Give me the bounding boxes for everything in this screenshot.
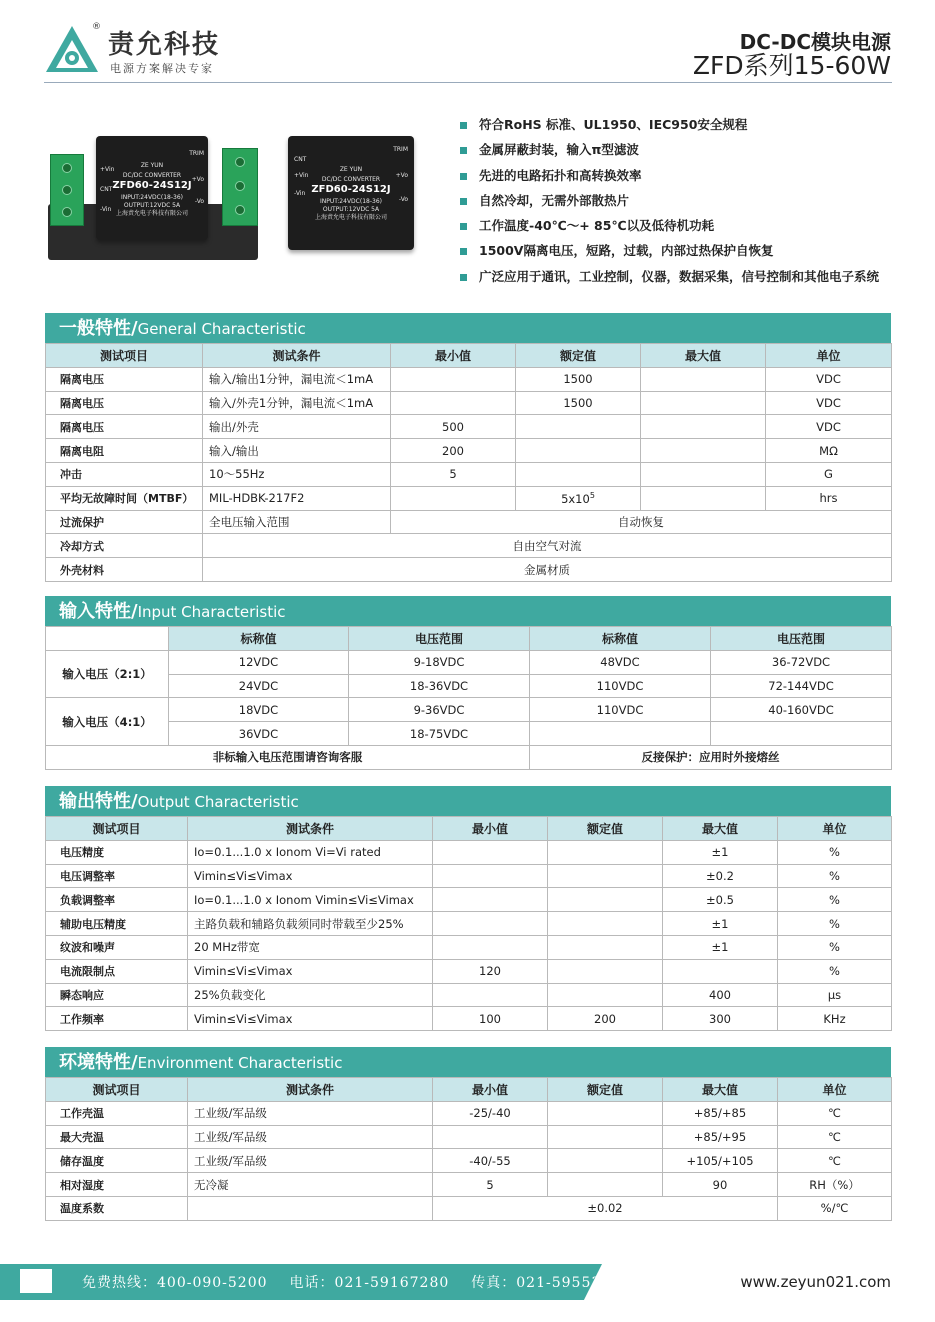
table-row: 36VDC 18-75VDC	[46, 722, 892, 746]
table-row: 输入电压（2:1） 12VDC 9-18VDC 48VDC 36-72VDC	[46, 650, 892, 674]
table-row: 辅助电压精度 主路负载和辅路负载须同时带载至少25% ±1 %	[46, 912, 892, 936]
table-row: 电流限制点 Vimin≤Vi≤Vimax 120 %	[46, 959, 892, 983]
table-row: 工作频率 Vimin≤Vi≤Vimax 100 200 300 KHz	[46, 1007, 892, 1031]
product-images	[46, 128, 436, 268]
brand-name: 责允科技	[108, 30, 221, 60]
input-table	[45, 626, 892, 770]
table-row-cooling: 冷却方式 自由空气对流	[46, 534, 892, 558]
input-section	[45, 596, 891, 770]
table-row: 隔离电压 输出/外壳 500 VDC	[46, 415, 892, 439]
output-terminal-block	[222, 148, 258, 226]
table-row: 工作壳温 工业级/军品级 -25/-40 +85/+85 ℃	[46, 1101, 892, 1125]
table-row: 电压精度 Io=0.1...1.0 x Ionom Vi=Vi rated ±1 %	[46, 840, 892, 864]
feature-list	[460, 114, 900, 291]
table-header-row: 测试项目 测试条件 最小值 额定值 最大值 单位	[46, 817, 892, 841]
table-row: 最大壳温 工业级/军品级 +85/+95 ℃	[46, 1125, 892, 1149]
table-row: 相对湿度 无冷凝 5 90 RH（%）	[46, 1173, 892, 1197]
footer-contacts	[82, 1272, 653, 1292]
footer-hotline: 免费热线：400-090-5200	[82, 1275, 268, 1291]
feature-item: 1500V隔离电压，短路，过载，内部过热保护自恢复	[460, 240, 900, 265]
product-title: DC-DC模块电源	[739, 30, 891, 54]
general-table	[45, 343, 892, 582]
footer-box	[20, 1269, 52, 1293]
output-table	[45, 816, 892, 1031]
table-row: 隔离电压 输入/外壳1分钟，漏电流＜1mA 1500 VDC	[46, 391, 892, 415]
product-series: ZFD系列15-60W	[692, 51, 891, 80]
table-header-row: 测试项目 测试条件 最小值 额定值 最大值 单位	[46, 344, 892, 368]
registered-mark: ®	[92, 22, 101, 32]
table-row: 纹波和噪声 20 MHz带宽 ±1 %	[46, 935, 892, 959]
output-section	[45, 786, 891, 1031]
table-row: 储存温度 工业级/军品级 -40/-55 +105/+105 ℃	[46, 1149, 892, 1173]
table-row-notes: 非标输入电压范围请咨询客服 反接保护：应用时外接熔丝	[46, 745, 892, 769]
feature-item: 工作温度-40℃～+ 85℃以及低待机功耗	[460, 215, 900, 240]
section-header: 环境特性/Environment Characteristic	[45, 1047, 891, 1077]
feature-item: 广泛应用于通讯，工业控制，仪器，数据采集，信号控制和其他电子系统	[460, 266, 900, 291]
input-terminal-block	[50, 154, 84, 226]
product-module-railmount: ZE YUN DC/DC CONVERTER ZFD60-24S12J INPUT:24VDC(18-36) OUTPUT:12VDC 5A 上海责允电子科技有限公司 +Vin CNT -Vin TRIM +Vo -Vo	[96, 136, 208, 240]
table-header-row: 标称值 电压范围 标称值 电压范围	[46, 627, 892, 651]
header-divider	[44, 82, 892, 83]
table-row-mtbf: 平均无故障时间（MTBF） MIL-HDBK-217F2 $5x10^5$ hrs	[46, 486, 892, 510]
table-row: 隔离电压 输入/输出1分钟，漏电流＜1mA 1500 VDC	[46, 367, 892, 391]
table-row: 输入电压（4:1） 18VDC 9-36VDC 110VDC 40-160VDC	[46, 698, 892, 722]
page-footer	[0, 1264, 935, 1300]
feature-item: 金属屏蔽封装，输入π型滤波	[460, 139, 900, 164]
brand-slogan: 电源方案解决专家	[110, 62, 214, 75]
table-header-row: 测试项目 测试条件 最小值 额定值 最大值 单位	[46, 1078, 892, 1102]
footer-fax: 传真：021-59553702	[471, 1275, 631, 1291]
table-row: 电压调整率 Vimin≤Vi≤Vimax ±0.2 %	[46, 864, 892, 888]
feature-item: 符合RoHS 标准、UL1950、IEC950安全规程	[460, 114, 900, 139]
general-section	[45, 313, 891, 582]
table-row: 24VDC 18-36VDC 110VDC 72-144VDC	[46, 674, 892, 698]
feature-item: 自然冷却，无需外部散热片	[460, 190, 900, 215]
table-row: 瞬态响应 25%负载变化 400 μs	[46, 983, 892, 1007]
table-row-shell: 外壳材料 金属材质	[46, 558, 892, 582]
footer-phone: 电话：021-59167280	[289, 1275, 450, 1291]
footer-website-link[interactable]: www.zeyun021.com	[740, 1273, 891, 1291]
table-row: 隔离电阻 输入/输出 200 MΩ	[46, 439, 892, 463]
section-header: 一般特性/General Characteristic	[45, 313, 891, 343]
feature-item: 先进的电路拓扑和高转换效率	[460, 165, 900, 190]
table-row: 冲击 10～55Hz 5 G	[46, 462, 892, 486]
environment-section	[45, 1047, 891, 1221]
section-header: 输入特性/Input Characteristic	[45, 596, 891, 626]
table-row: 负载调整率 Io=0.1...1.0 x Ionom Vimin≤Vi≤Vimax ±0.5 %	[46, 888, 892, 912]
table-row-tempcoef: 温度系数 ±0.02 %/℃	[46, 1196, 892, 1220]
table-row-ocp: 过流保护 全电压输入范围 自动恢复	[46, 510, 892, 534]
section-header: 输出特性/Output Characteristic	[45, 786, 891, 816]
page-header	[0, 0, 935, 90]
environment-table	[45, 1077, 892, 1221]
product-module-standalone: ZE YUN DC/DC CONVERTER ZFD60-24S12J INPUT:24VDC(18-36) OUTPUT:12VDC 5A 上海责允电子科技有限公司 CNT +Vin -Vin TRIM +Vo -Vo	[288, 136, 414, 250]
